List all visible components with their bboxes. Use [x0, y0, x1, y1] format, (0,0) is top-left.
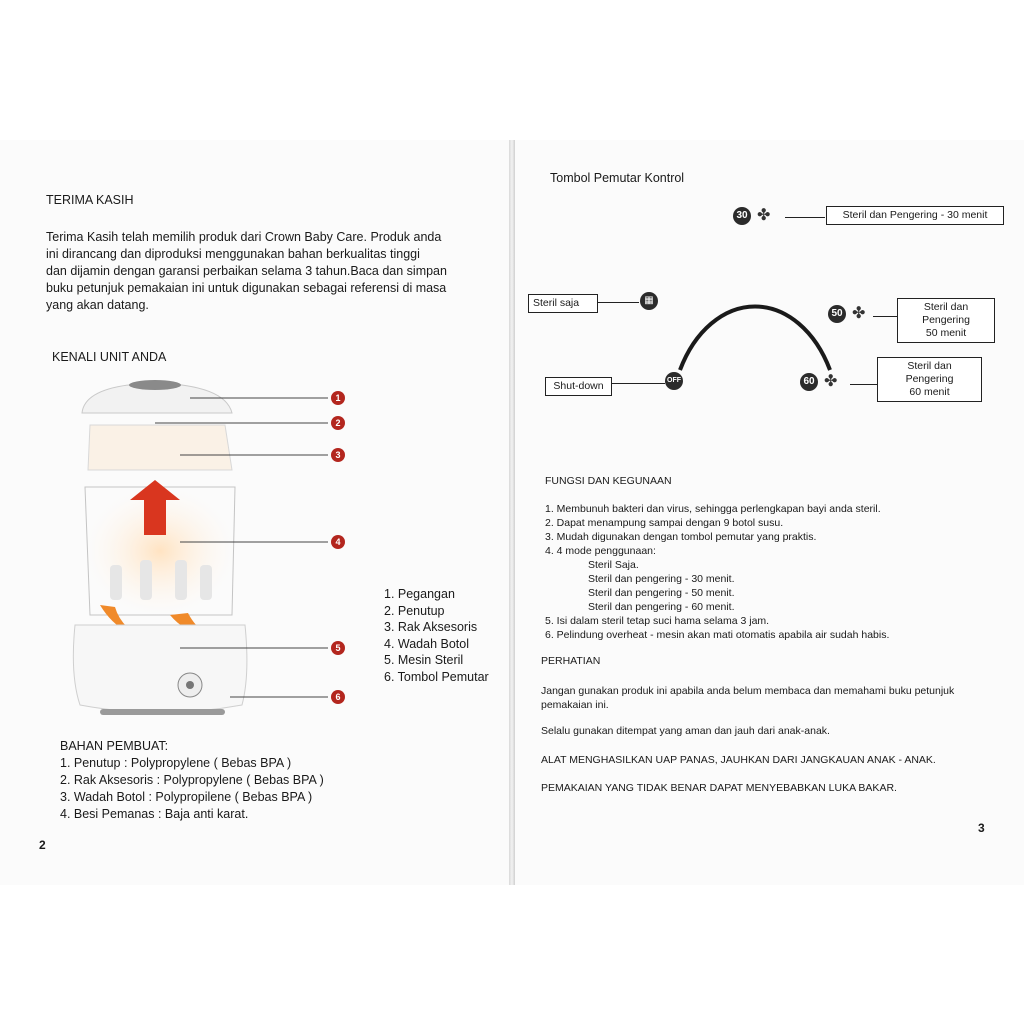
bottle-shape — [175, 560, 187, 600]
label-line: Pengering — [905, 373, 954, 385]
label-line: 60 menit — [909, 386, 950, 398]
materials-list — [60, 755, 324, 823]
list-item: 4. 4 mode penggunaan: — [545, 545, 656, 557]
list-item: 5. Mesin Steril — [384, 653, 464, 667]
callout-number: 3 — [335, 450, 341, 460]
list-item: 5. Isi dalam steril tetap suci hama selama 3 jam. — [545, 615, 770, 627]
fan-icon: ✤ — [757, 207, 771, 224]
connector-line — [597, 302, 639, 303]
fan-icon: ✤ — [852, 305, 866, 322]
callout-number: 1 — [335, 393, 341, 403]
mode-50-icon: 50 — [828, 305, 846, 323]
parts-list — [384, 586, 489, 685]
list-item: Steril dan pengering - 30 menit. — [588, 573, 735, 585]
list-item: 4. Besi Pemanas : Baja anti karat. — [60, 807, 249, 821]
fan-icon: ✤ — [824, 373, 838, 390]
list-item: Steril dan pengering - 50 menit. — [588, 587, 735, 599]
mode-30-icon: 30 — [733, 207, 751, 225]
list-item: 1. Penutup : Polypropylene ( Bebas BPA ) — [60, 756, 292, 770]
lid-handle-shape — [129, 380, 181, 390]
thanks-line: yang akan datang. — [46, 298, 149, 312]
list-item: 3. Rak Aksesoris — [384, 620, 478, 634]
thanks-line: dan dijamin dengan garansi perbaikan selama 3 tahun.Baca dan simpan — [46, 264, 447, 278]
knob-center-shape — [186, 681, 194, 689]
thanks-line: ini dirancang dan diproduksi menggunakan bahan berkualitas tinggi — [46, 247, 420, 261]
text-line: Jangan gunakan produk ini apabila anda belum membaca dan memahami buku petunjuk — [541, 685, 955, 697]
list-item: 6. Tombol Pemutar — [384, 669, 489, 684]
connector-line — [850, 384, 877, 385]
base-foot-shape — [100, 709, 225, 715]
off-icon: OFF — [665, 372, 683, 390]
perhatian-paragraph-1 — [541, 684, 986, 712]
connector-line — [873, 316, 898, 317]
perhatian-title: PERHATIAN — [541, 655, 601, 667]
list-item: 2. Dapat menampung sampai dengan 9 botol susu. — [545, 517, 784, 529]
fungsi-title: FUNGSI DAN KEGUNAAN — [545, 475, 672, 487]
list-item: Steril dan pengering - 60 menit. — [588, 601, 735, 613]
callout-number: 2 — [335, 418, 341, 428]
label-line: Steril dan — [907, 360, 952, 372]
base-shape — [73, 625, 247, 713]
thanks-line: buku petunjuk pemakaian ini untuk digunakan sebagai referensi di masa — [46, 281, 447, 295]
list-item: Steril Saja. — [588, 559, 639, 571]
list-item: 3. Wadah Botol : Polypropilene ( Bebas BPA ) — [60, 790, 313, 804]
perhatian-paragraph-2: Selalu gunakan ditempat yang aman dan jauh dari anak-anak. — [541, 725, 830, 737]
text-line: pemakaian ini. — [541, 699, 609, 711]
list-item: 1. Membunuh bakteri dan virus, sehingga perlengkapan bayi anda steril. — [545, 503, 881, 515]
list-item: 3. Mudah digunakan dengan tombol pemutar yang praktis. — [545, 531, 817, 543]
rack-shape — [88, 425, 232, 470]
thanks-title: TERIMA KASIH — [46, 193, 134, 207]
thanks-line: Terima Kasih telah memilih produk dari Crown Baby Care. Produk anda — [46, 230, 442, 244]
label-line: Pengering — [922, 314, 970, 326]
bottle-shape — [110, 565, 122, 600]
label-line: Steril dan — [923, 301, 969, 313]
book-spine — [509, 140, 515, 885]
control-dial-arc — [650, 230, 840, 380]
shutdown-label: Shut-down — [545, 377, 612, 396]
bottle-shape — [200, 565, 212, 600]
dial-title: Tombol Pemutar Kontrol — [550, 171, 685, 185]
list-item: 6. Pelindung overheat - mesin akan mati otomatis apabila air sudah habis. — [545, 629, 890, 641]
page-number-left: 2 — [39, 838, 46, 852]
mode-50-label — [897, 298, 995, 343]
dial-arc — [680, 306, 830, 370]
perhatian-paragraph-3: ALAT MENGHASILKAN UAP PANAS, JAUHKAN DARI JANGKAUAN ANAK - ANAK. — [541, 754, 936, 766]
callout-number: 6 — [335, 692, 341, 702]
steril-saja-label: Steril saja — [528, 294, 598, 313]
callout-number: 5 — [335, 643, 341, 653]
steril-saja-icon: ▦ — [640, 292, 658, 310]
page-number-right: 3 — [978, 821, 985, 835]
fungsi-list — [545, 502, 889, 642]
list-item: 1. Pegangan — [384, 587, 455, 601]
label-line: 50 menit — [925, 327, 967, 339]
bottle-shape — [140, 560, 152, 600]
list-item: 2. Penutup — [384, 603, 445, 618]
mode-60-icon: 60 — [800, 373, 818, 391]
mode-30-label: Steril dan Pengering - 30 menit — [826, 206, 1004, 225]
mode-60-label — [877, 357, 982, 402]
connector-line — [785, 217, 825, 218]
connector-line — [610, 383, 665, 384]
materials-title: BAHAN PEMBUAT: — [60, 739, 169, 753]
unit-title: KENALI UNIT ANDA — [52, 350, 167, 364]
callout-number: 4 — [335, 537, 341, 547]
sterilizer-illustration — [60, 375, 360, 720]
list-item: 4. Wadah Botol — [384, 636, 470, 651]
perhatian-paragraph-4: PEMAKAIAN YANG TIDAK BENAR DAPAT MENYEBABKAN LUKA BAKAR. — [541, 782, 897, 794]
thanks-paragraph — [46, 229, 486, 314]
list-item: 2. Rak Aksesoris : Polypropylene ( Bebas BPA ) — [60, 773, 324, 787]
